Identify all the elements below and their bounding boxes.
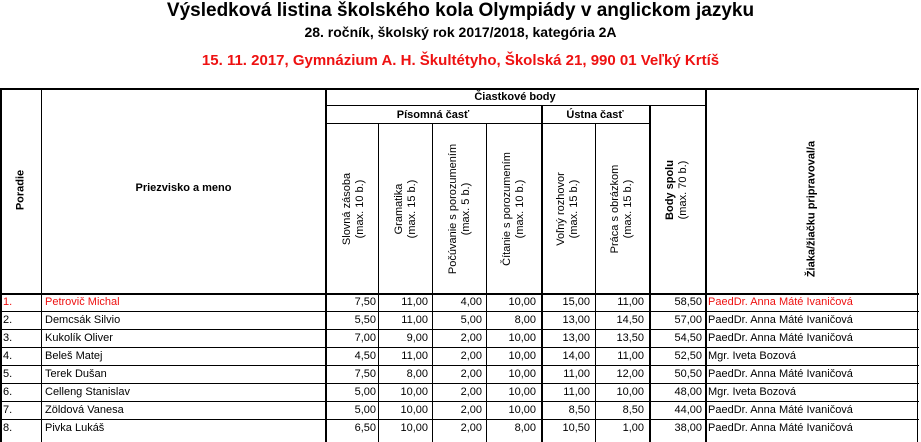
header-name: Priezvisko a meno [135,182,232,194]
cell-total: 54,50 [674,332,702,344]
cell-name: Zöldová Vanesa [45,404,124,416]
cell-teacher: PaedDr. Anna Máté Ivaničová [708,404,853,416]
cell-conversation: 13,00 [562,314,590,326]
cell-vocab: 7,50 [354,296,376,308]
cell-grammar: 10,00 [400,422,428,434]
cell-total: 50,50 [674,368,702,380]
cell-listening: 5,00 [460,314,482,326]
grid-line [0,88,919,90]
cell-listening: 2,00 [460,404,482,416]
cell-teacher: Mgr. Iveta Bozová [708,386,797,398]
cell-conversation: 10,50 [562,422,590,434]
cell-picture: 11,00 [617,296,644,308]
cell-rank: 2. [3,314,13,326]
cell-reading: 10,00 [508,368,536,380]
grid-line [595,123,596,442]
cell-listening: 4,00 [460,296,482,308]
header-grammar: Gramatika (max. 15 b.) [393,179,418,239]
header-reading: Čítanie s porozumením (max. 10 b.) [501,152,526,266]
cell-reading: 10,00 [508,350,536,362]
cell-rank: 3. [3,332,13,344]
header-partial: Čiastkové body [474,91,556,103]
cell-teacher: PaedDr. Anna Máté Ivaničová [708,422,853,434]
cell-vocab: 5,00 [354,404,376,416]
cell-picture: 12,00 [616,368,644,380]
cell-listening: 2,00 [460,332,482,344]
cell-picture: 10,00 [616,386,644,398]
cell-reading: 10,00 [508,404,536,416]
cell-picture: 8,50 [622,404,644,416]
grid-line [41,88,42,442]
grid-line [325,88,327,442]
cell-conversation: 14,00 [562,350,590,362]
cell-total: 44,00 [674,404,702,416]
header-written: Písomná časť [396,109,470,121]
cell-listening: 2,00 [460,350,482,362]
cell-grammar: 9,00 [406,332,428,344]
cell-vocab: 7,50 [354,368,376,380]
cell-conversation: 11,00 [563,386,590,398]
cell-vocab: 7,00 [354,332,376,344]
cell-grammar: 11,00 [401,314,428,326]
grid-line [0,88,2,442]
cell-name: Beleš Matej [45,350,103,362]
grid-line [0,365,919,366]
cell-rank: 1. [3,296,13,308]
cell-teacher: PaedDr. Anna Máté Ivaničová [708,332,853,344]
grid-line [0,311,919,312]
header-conversation: Voľný rozhovor (max. 15 b.) [555,172,580,246]
cell-rank: 8. [3,422,13,434]
cell-conversation: 15,00 [562,296,590,308]
grid-line [432,123,433,442]
cell-name: Celleng Stanislav [45,386,130,398]
cell-grammar: 11,00 [401,296,428,308]
cell-name: Pivka Lukáš [45,422,105,434]
grid-line [0,419,919,420]
cell-reading: 10,00 [508,386,536,398]
header-rank: Poradie [14,169,27,211]
cell-teacher: PaedDr. Anna Máté Ivaničová [708,368,853,380]
cell-total: 48,00 [674,386,702,398]
grid-line [0,383,919,384]
cell-rank: 7. [3,404,13,416]
cell-listening: 2,00 [460,386,482,398]
cell-name: Terek Dušan [45,368,107,380]
cell-name: Kukolík Oliver [45,332,113,344]
cell-grammar: 8,00 [406,368,428,380]
cell-vocab: 6,50 [354,422,376,434]
cell-reading: 8,00 [514,422,536,434]
cell-reading: 10,00 [508,296,536,308]
header-total: Body spolu (max. 70 b.) [664,160,689,220]
cell-grammar: 10,00 [400,386,428,398]
grid-line [0,293,919,295]
cell-vocab: 4,50 [354,350,376,362]
grid-line [649,105,651,442]
cell-rank: 4. [3,350,13,362]
cell-reading: 10,00 [508,332,536,344]
grid-line [705,88,707,442]
cell-teacher: PaedDr. Anna Máté Ivaničová [708,314,853,326]
grid-line [0,329,919,330]
cell-conversation: 11,00 [563,368,590,380]
grid-line [0,401,919,402]
cell-teacher: PaedDr. Anna Máté Ivaničová [708,296,853,308]
cell-grammar: 11,00 [401,350,428,362]
cell-reading: 8,00 [514,314,536,326]
cell-picture: 11,00 [617,350,644,362]
page-title: Výsledková listina školského kola Olympiády v anglickom jazyku [166,0,755,21]
cell-grammar: 10,00 [400,404,428,416]
cell-teacher: Mgr. Iveta Bozová [708,350,797,362]
cell-name: Demcsák Silvio [45,314,121,326]
cell-total: 57,00 [674,314,702,326]
event-info: 15. 11. 2017, Gymnázium A. H. Škultétyho, Školská 21, 990 01 Veľký Krtíš [201,52,720,69]
cell-total: 52,50 [674,350,702,362]
header-picture: Práca s obrázkom (max. 15 b.) [609,164,634,254]
grid-line [486,123,487,442]
cell-name: Petrovič Michal [45,296,120,308]
grid-line [917,88,918,442]
cell-vocab: 5,50 [354,314,376,326]
cell-total: 58,50 [674,296,702,308]
grid-line [325,123,650,124]
cell-rank: 5. [3,368,13,380]
cell-conversation: 8,50 [568,404,590,416]
page-subtitle: 28. ročník, školský rok 2017/2018, kategória 2A [304,24,617,40]
cell-rank: 6. [3,386,13,398]
grid-line [541,105,543,442]
header-vocab: Slovná zásoba (max. 10 b.) [341,172,366,246]
grid-line [378,123,379,442]
cell-picture: 13,50 [616,332,644,344]
cell-total: 38,00 [674,422,702,434]
header-listening: Počúvanie s porozumením (max. 5 b.) [447,143,472,275]
grid-line [0,347,919,348]
cell-listening: 2,00 [460,422,482,434]
cell-conversation: 13,00 [562,332,590,344]
cell-picture: 1,00 [622,422,644,434]
cell-picture: 14,50 [616,314,644,326]
cell-vocab: 5,00 [354,386,376,398]
header-oral: Ústna časť [566,109,624,121]
header-teacher: Žiaka/žiačku pripravoval/a [805,140,818,278]
cell-listening: 2,00 [460,368,482,380]
